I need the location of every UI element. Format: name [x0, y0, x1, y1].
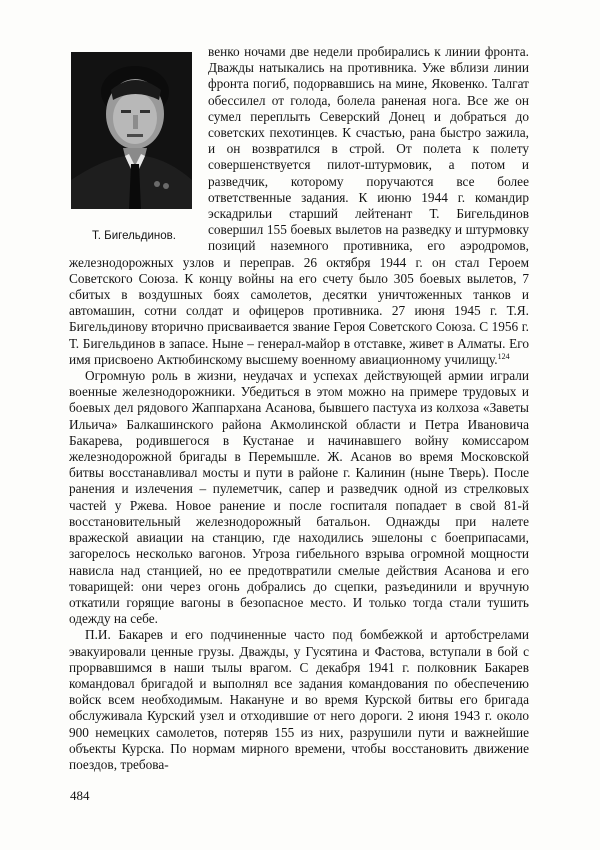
paragraph-2: Огромную роль в жизни, неудачах и успехах действующей армии играли военные железнодорожники. Убедиться в этом можно на примере трудовых и боевых дел рядового Жаппархана Асанова, бывшего пастуха из колхоза «Заветы Ильича» Балкашинского района Акмолинской области и Петра Ивановича Бакарева, родившегося в Кустанае и начинавшего войну комиссаром железнодорожной бригады в Перемышле. Ж. Асанов во время Московской битвы восстанавливал мосты и пути в районе г. Калинин (ныне Тверь). После ранения и излечения – пулеметчик, сапер и разведчик одной из стрелковых частей у Ржева. Новое ранение и после госпиталя попадает в свой 81-й восстановительный железнодорожный батальон. Однажды при налете вражеской авиации на станцию, где находились эшелоны с боеприпасами, загорелось несколько вагонов. Угроза гибельного взрыва огромной мощности нависла над станцией, но ее предотвратили смелые действия Асанова и его товарищей: они через огонь добрались до сцепки, разъединили и вручную откатили горящие вагоны в безопасное место. И только тогда стали тушить одежду на себе. — [69, 368, 529, 627]
page-text — [69, 44, 529, 773]
paragraph-1-text: венко ночами две недели пробирались к линии фронта. Дважды натыкались на противника. Уже вблизи линии фронта погиб, подорвавшись на мине, Яковенко. Талгат обессилел от голода, болела раненая нога. Все же он сумел переплыть Северский Донец и добраться до советских пехотинцев. К счастью, рана быстро зажила, и он возвратился в строй. От полета к полету совершенствуется пилот-штурмовик, а потом и разведчик, которому поручаются все более ответственные задания. К июню 1944 г. командир эскадрильи старший лейтенант Т. Бигельдинов совершил 155 боевых вылетов на разведку и штурмовку позиций наземного противника, его аэродромов, железнодорожных узлов и переправ. 26 октября 1944 г. он стал Героем Советского Союза. К концу войны на его счету было 305 боевых вылетов, 7 сбитых в воздушных боях самолетов, десятки уничтоженных танков и автомашин, сотни солдат и офицеров противника. 27 июня 1945 г. Т.Я. Бигельдинову вторично присваивается звание Героя Советского Союза. С 1956 г. Т. Бигельдинов в запасе. Ныне – генерал-майор в отставке, живет в Алматы. Его имя присвоено Актюбинскому высшему военному авиационному училищу. — [69, 44, 529, 367]
portrait-photo — [71, 52, 192, 209]
portrait-figure — [69, 44, 199, 243]
paragraph-3: П.И. Бакарев и его подчиненные часто под бомбежкой и артобстрелами эвакуировали ценные грузы. Дважды, у Гусятина и Фастова, вступали в бой с прорвавшимся в наши тылы врагом. С декабря 1941 г. полковник Бакарев командовал бригадой и выполнял все задания командования по обеспечению войск всем необходимым. Накануне и во время Курской битвы его бригада обслуживала Курский узел и отходившие от него дороги. 2 июня 1943 г. около 900 немецких самолетов, потеряв 155 из них, разрушили пути и важнейшие объекты Курска. По нормам мирного времени, чтобы восстановить движение поездов, требова- — [69, 627, 529, 772]
portrait-caption: Т. Бигельдинов. — [92, 230, 176, 242]
portrait-drawing — [71, 52, 192, 209]
footnote-marker: 124 — [497, 351, 510, 361]
page-number: 484 — [70, 788, 90, 803]
